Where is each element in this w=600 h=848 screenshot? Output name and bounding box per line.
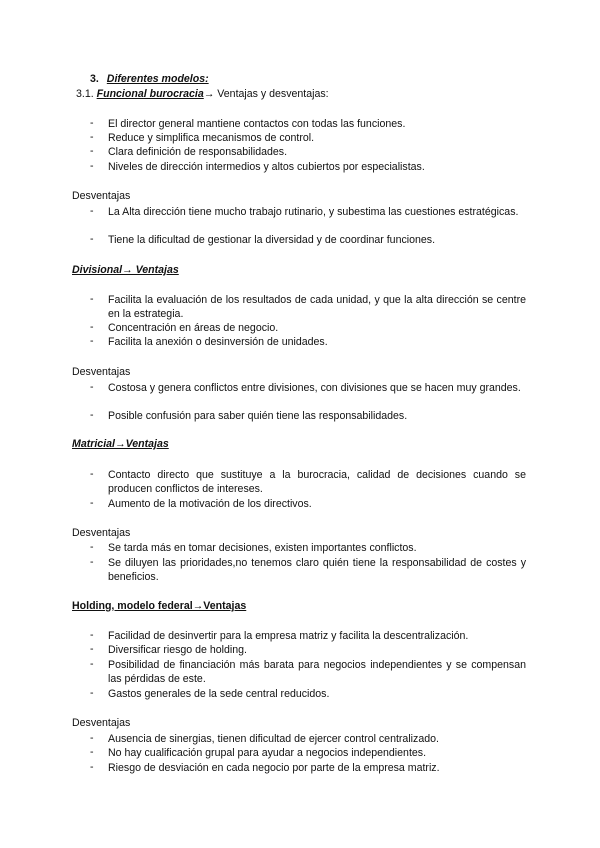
list-item: Se diluyen las prioridades,no tenemos claro quién tiene la responsabilidad de costes y beneficios. bbox=[108, 557, 526, 583]
bullet: - bbox=[90, 381, 94, 393]
list-item: Riesgo de desviación en cada negocio por parte de la empresa matriz. bbox=[108, 762, 440, 774]
list-item: Facilita la anexión o desinversión de unidades. bbox=[108, 336, 328, 348]
desventajas-label: Desventajas bbox=[72, 717, 131, 729]
arrow-glyph: → bbox=[203, 88, 215, 100]
bullet: - bbox=[90, 658, 94, 670]
section-heading bbox=[90, 73, 209, 86]
list-item: Contacto directo que sustituye a la burocracia, calidad de decisiones cuando se producen conflictos de intereses. bbox=[108, 469, 526, 495]
subsection-number: 3.1. bbox=[76, 88, 94, 100]
list-item: Tiene la dificultad de gestionar la diversidad y de coordinar funciones. bbox=[108, 234, 436, 246]
list-item: Diversificar riesgo de holding. bbox=[108, 644, 247, 656]
bullet: - bbox=[90, 321, 94, 333]
list-item: Aumento de la motivación de los directivos. bbox=[108, 498, 312, 510]
list-item: Posibilidad de financiación más barata para negocios independientes y se compensan las pérdidas de este. bbox=[108, 659, 526, 685]
list-item: Reduce y simplifica mecanismos de control. bbox=[108, 132, 315, 144]
desventajas-label: Desventajas bbox=[72, 527, 131, 539]
bullet: - bbox=[90, 761, 94, 773]
bullet: - bbox=[90, 497, 94, 509]
bullet: - bbox=[90, 205, 94, 217]
list-item: No hay cualificación grupal para ayudar a negocios independientes. bbox=[108, 747, 427, 759]
bullet: - bbox=[90, 687, 94, 699]
subsection-rest: Ventajas y desventajas: bbox=[214, 88, 329, 100]
divisional-title: Divisional→ Ventajas bbox=[72, 264, 179, 276]
list-item: Clara definición de responsabilidades. bbox=[108, 146, 288, 158]
list-item: Concentración en áreas de negocio. bbox=[108, 322, 279, 334]
bullet: - bbox=[90, 746, 94, 758]
bullet: - bbox=[90, 541, 94, 553]
bullet: - bbox=[90, 145, 94, 157]
list-item: Facilidad de desinvertir para la empresa matriz y facilita la descentralización. bbox=[108, 630, 469, 642]
list-item: Facilita la evaluación de los resultados de cada unidad, y que la alta dirección se centre en la estrategia. bbox=[108, 294, 526, 320]
bullet: - bbox=[90, 556, 94, 568]
desventajas-label: Desventajas bbox=[72, 190, 131, 202]
list-item: Ausencia de sinergias, tienen dificultad de ejercer control centralizado. bbox=[108, 733, 439, 745]
section-title: Diferentes modelos: bbox=[106, 73, 209, 85]
matricial-title: Matricial→Ventajas bbox=[72, 438, 169, 450]
bullet: - bbox=[90, 643, 94, 655]
list-item: Se tarda más en tomar decisiones, existen importantes conflictos. bbox=[108, 542, 417, 554]
list-item: Posible confusión para saber quién tiene las responsabilidades. bbox=[108, 410, 408, 422]
bullet: - bbox=[90, 160, 94, 172]
subsection-heading bbox=[76, 88, 329, 101]
section-number: 3. bbox=[90, 73, 99, 85]
bullet: - bbox=[90, 233, 94, 245]
list-item: Niveles de dirección intermedios y altos cubiertos por especialistas. bbox=[108, 161, 425, 173]
list-item: Gastos generales de la sede central reducidos. bbox=[108, 688, 330, 700]
list-item: La Alta dirección tiene mucho trabajo rutinario, y subestima las cuestiones estratégicas. bbox=[108, 206, 519, 218]
bullet: - bbox=[90, 409, 94, 421]
bullet: - bbox=[90, 732, 94, 744]
holding-title: Holding, modelo federal→Ventajas bbox=[72, 600, 247, 612]
list-item: Costosa y genera conflictos entre divisiones, con divisiones que se hacen muy grandes. bbox=[108, 382, 521, 394]
bullet: - bbox=[90, 468, 94, 480]
bullet: - bbox=[90, 117, 94, 129]
bullet: - bbox=[90, 629, 94, 641]
desventajas-label: Desventajas bbox=[72, 366, 131, 378]
list-item: El director general mantiene contactos con todas las funciones. bbox=[108, 118, 406, 130]
subsection-title: Funcional burocracia bbox=[96, 88, 204, 100]
bullet: - bbox=[90, 335, 94, 347]
bullet: - bbox=[90, 293, 94, 305]
bullet: - bbox=[90, 131, 94, 143]
